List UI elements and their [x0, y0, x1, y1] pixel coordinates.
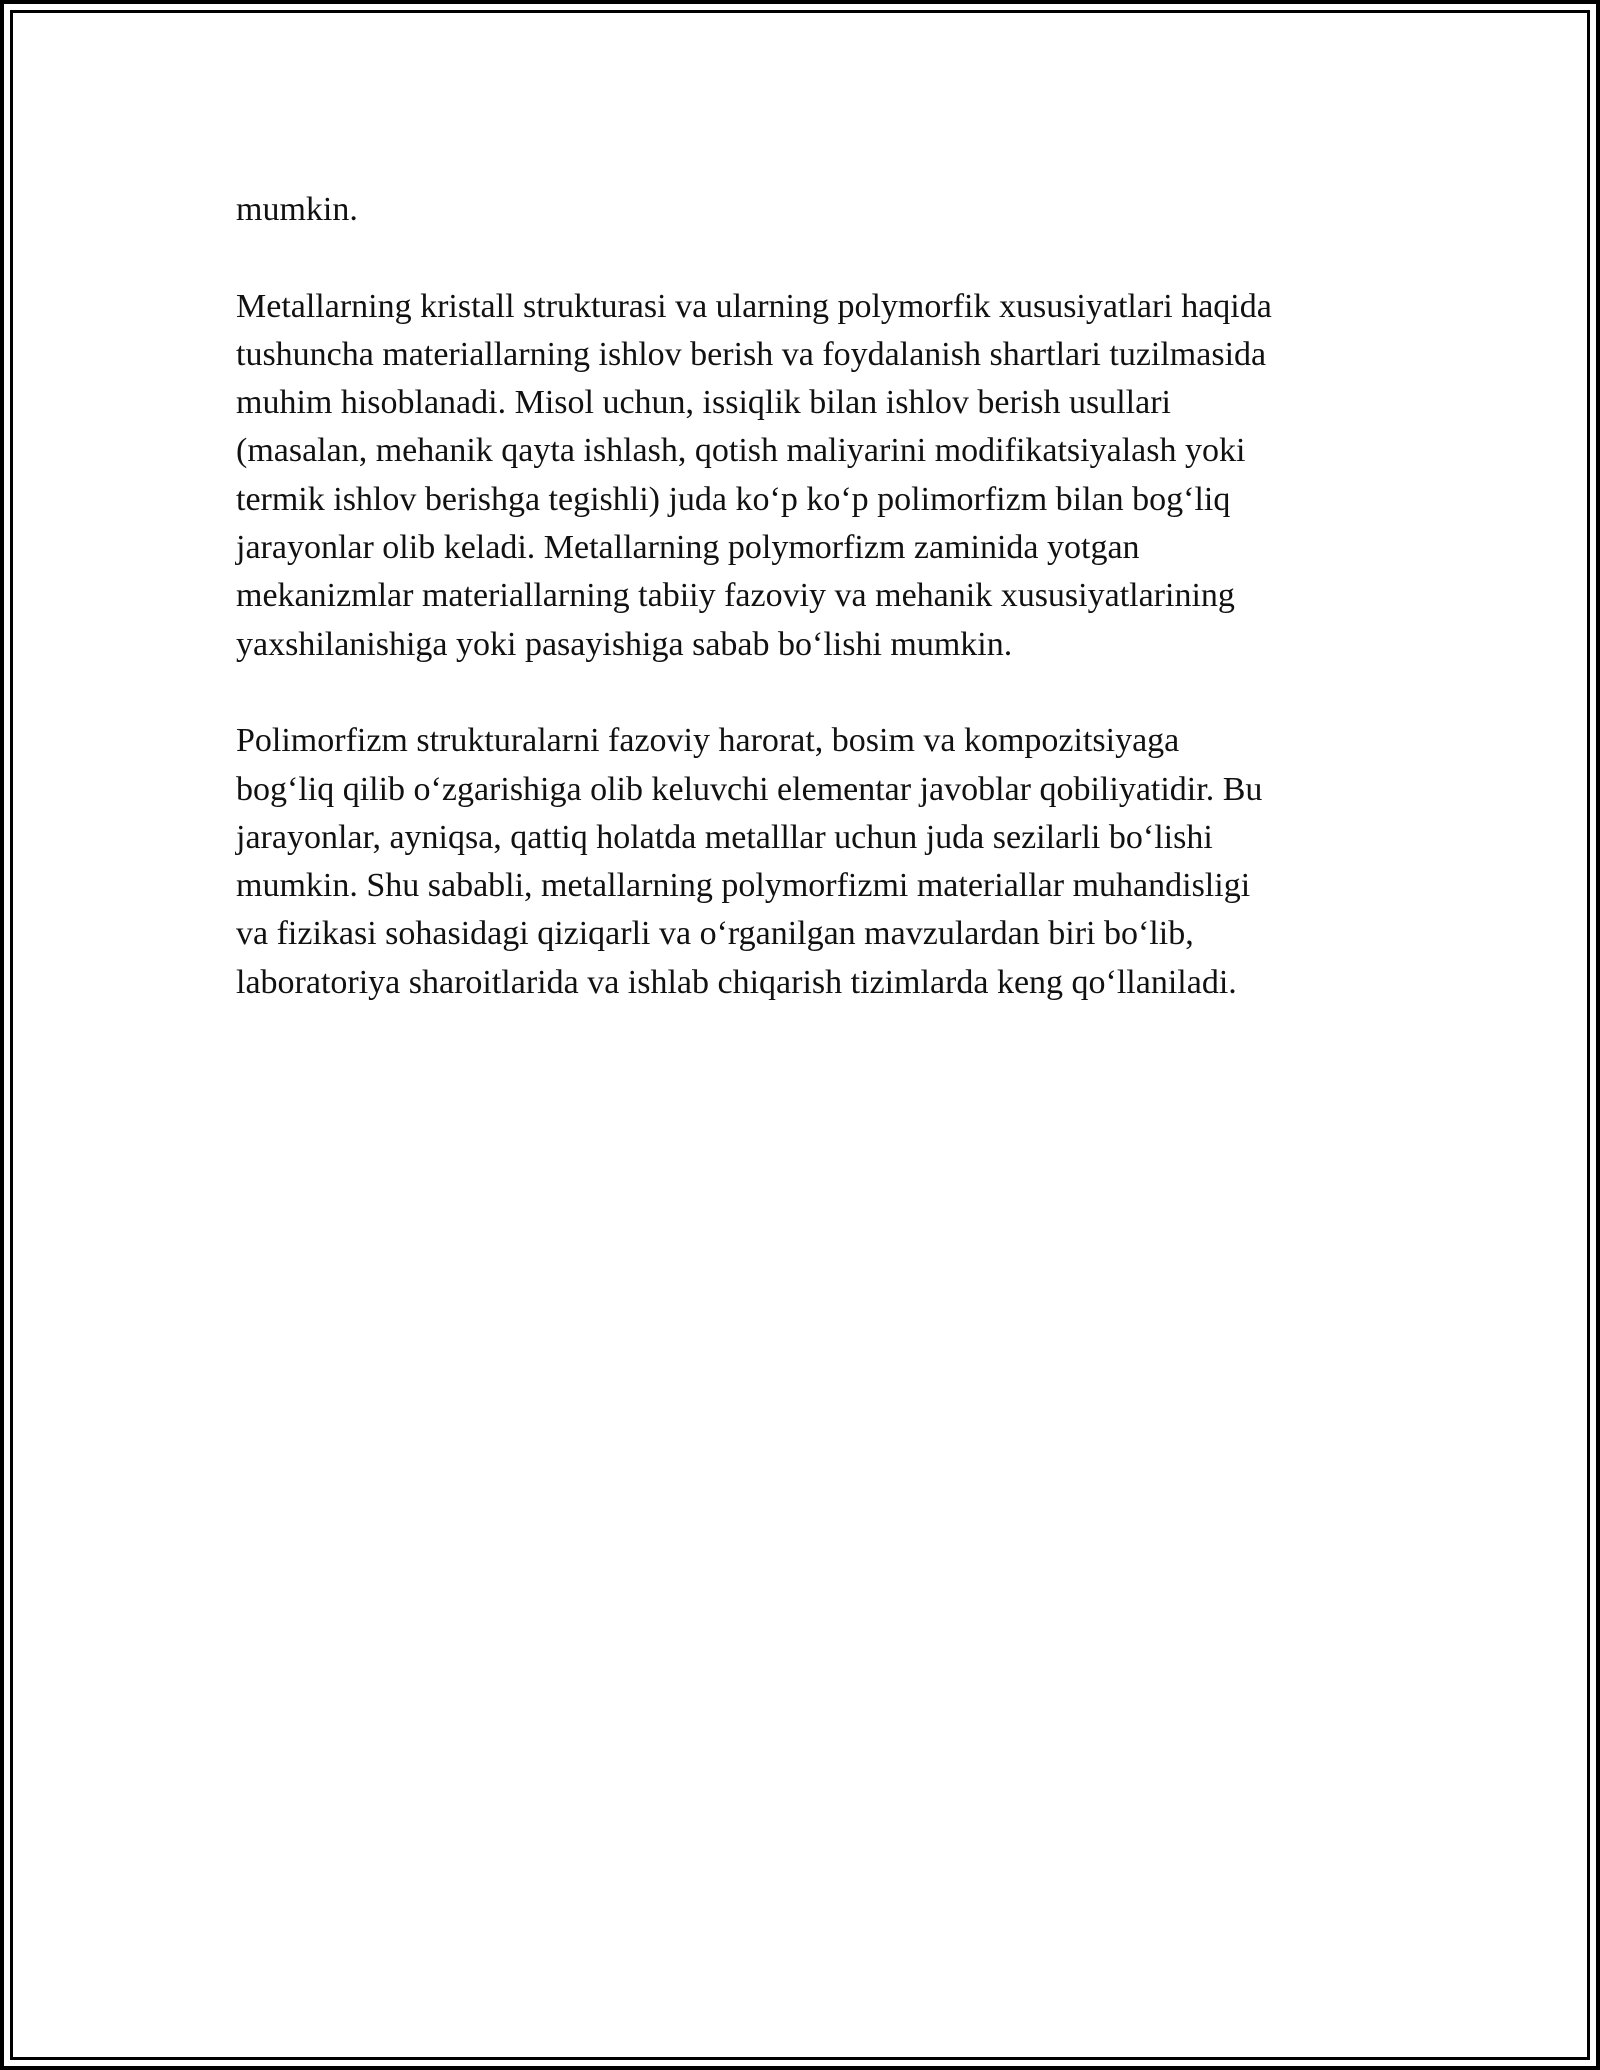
document-body	[236, 186, 1376, 1007]
paragraph-polymorphism	[236, 717, 1376, 1007]
text-line: jarayonlar olib keladi. Metallarning polymorfizm zaminida yotgan	[236, 529, 1140, 567]
text-line: jarayonlar, ayniqsa, qattiq holatda metalllar uchun juda sezilarli bo‘lishi	[236, 818, 1213, 856]
text-line: yaxshilanishiga yoki pasayishiga sabab bo‘lishi mumkin.	[236, 625, 1013, 663]
paragraph-spacer	[236, 669, 1376, 717]
text-line: muhim hisoblanadi. Misol uchun, issiqlik bilan ishlov berish usullari	[236, 384, 1171, 422]
paragraph-continuation	[236, 186, 1376, 234]
text-line: mumkin.	[236, 191, 358, 228]
text-line: termik ishlov berishga tegishli) juda ko‘p ko‘p polimorfizm bilan bog‘liq	[236, 480, 1231, 518]
text-line: va fizikasi sohasidagi qiziqarli va o‘rganilgan mavzulardan biri bo‘lib,	[236, 915, 1194, 953]
text-line: Polimorfizm strukturalarni fazoviy harorat, bosim va kompozitsiyaga	[236, 722, 1180, 760]
paragraph-crystal-structure	[236, 283, 1376, 669]
text-line: laboratoriya sharoitlarida va ishlab chiqarish tizimlarda keng qo‘llaniladi.	[236, 963, 1237, 1001]
text-line: mekanizmlar materiallarning tabiiy fazoviy va mehanik xususiyatlarining	[236, 577, 1235, 615]
text-line: Metallarning kristall strukturasi va ularning polymorfik xususiyatlari haqida	[236, 287, 1272, 325]
text-line: tushuncha materiallarning ishlov berish va foydalanish shartlari tuzilmasida	[236, 335, 1267, 373]
text-line: mumkin. Shu sababli, metallarning polymorfizmi materiallar muhandisligi	[236, 867, 1251, 905]
paragraph-spacer	[236, 234, 1376, 282]
text-line: bog‘liq qilib o‘zgarishiga olib keluvchi elementar javoblar qobiliyatidir. Bu	[236, 770, 1263, 808]
text-line: (masalan, mehanik qayta ishlash, qotish maliyarini modifikatsiyalash yoki	[236, 432, 1246, 470]
